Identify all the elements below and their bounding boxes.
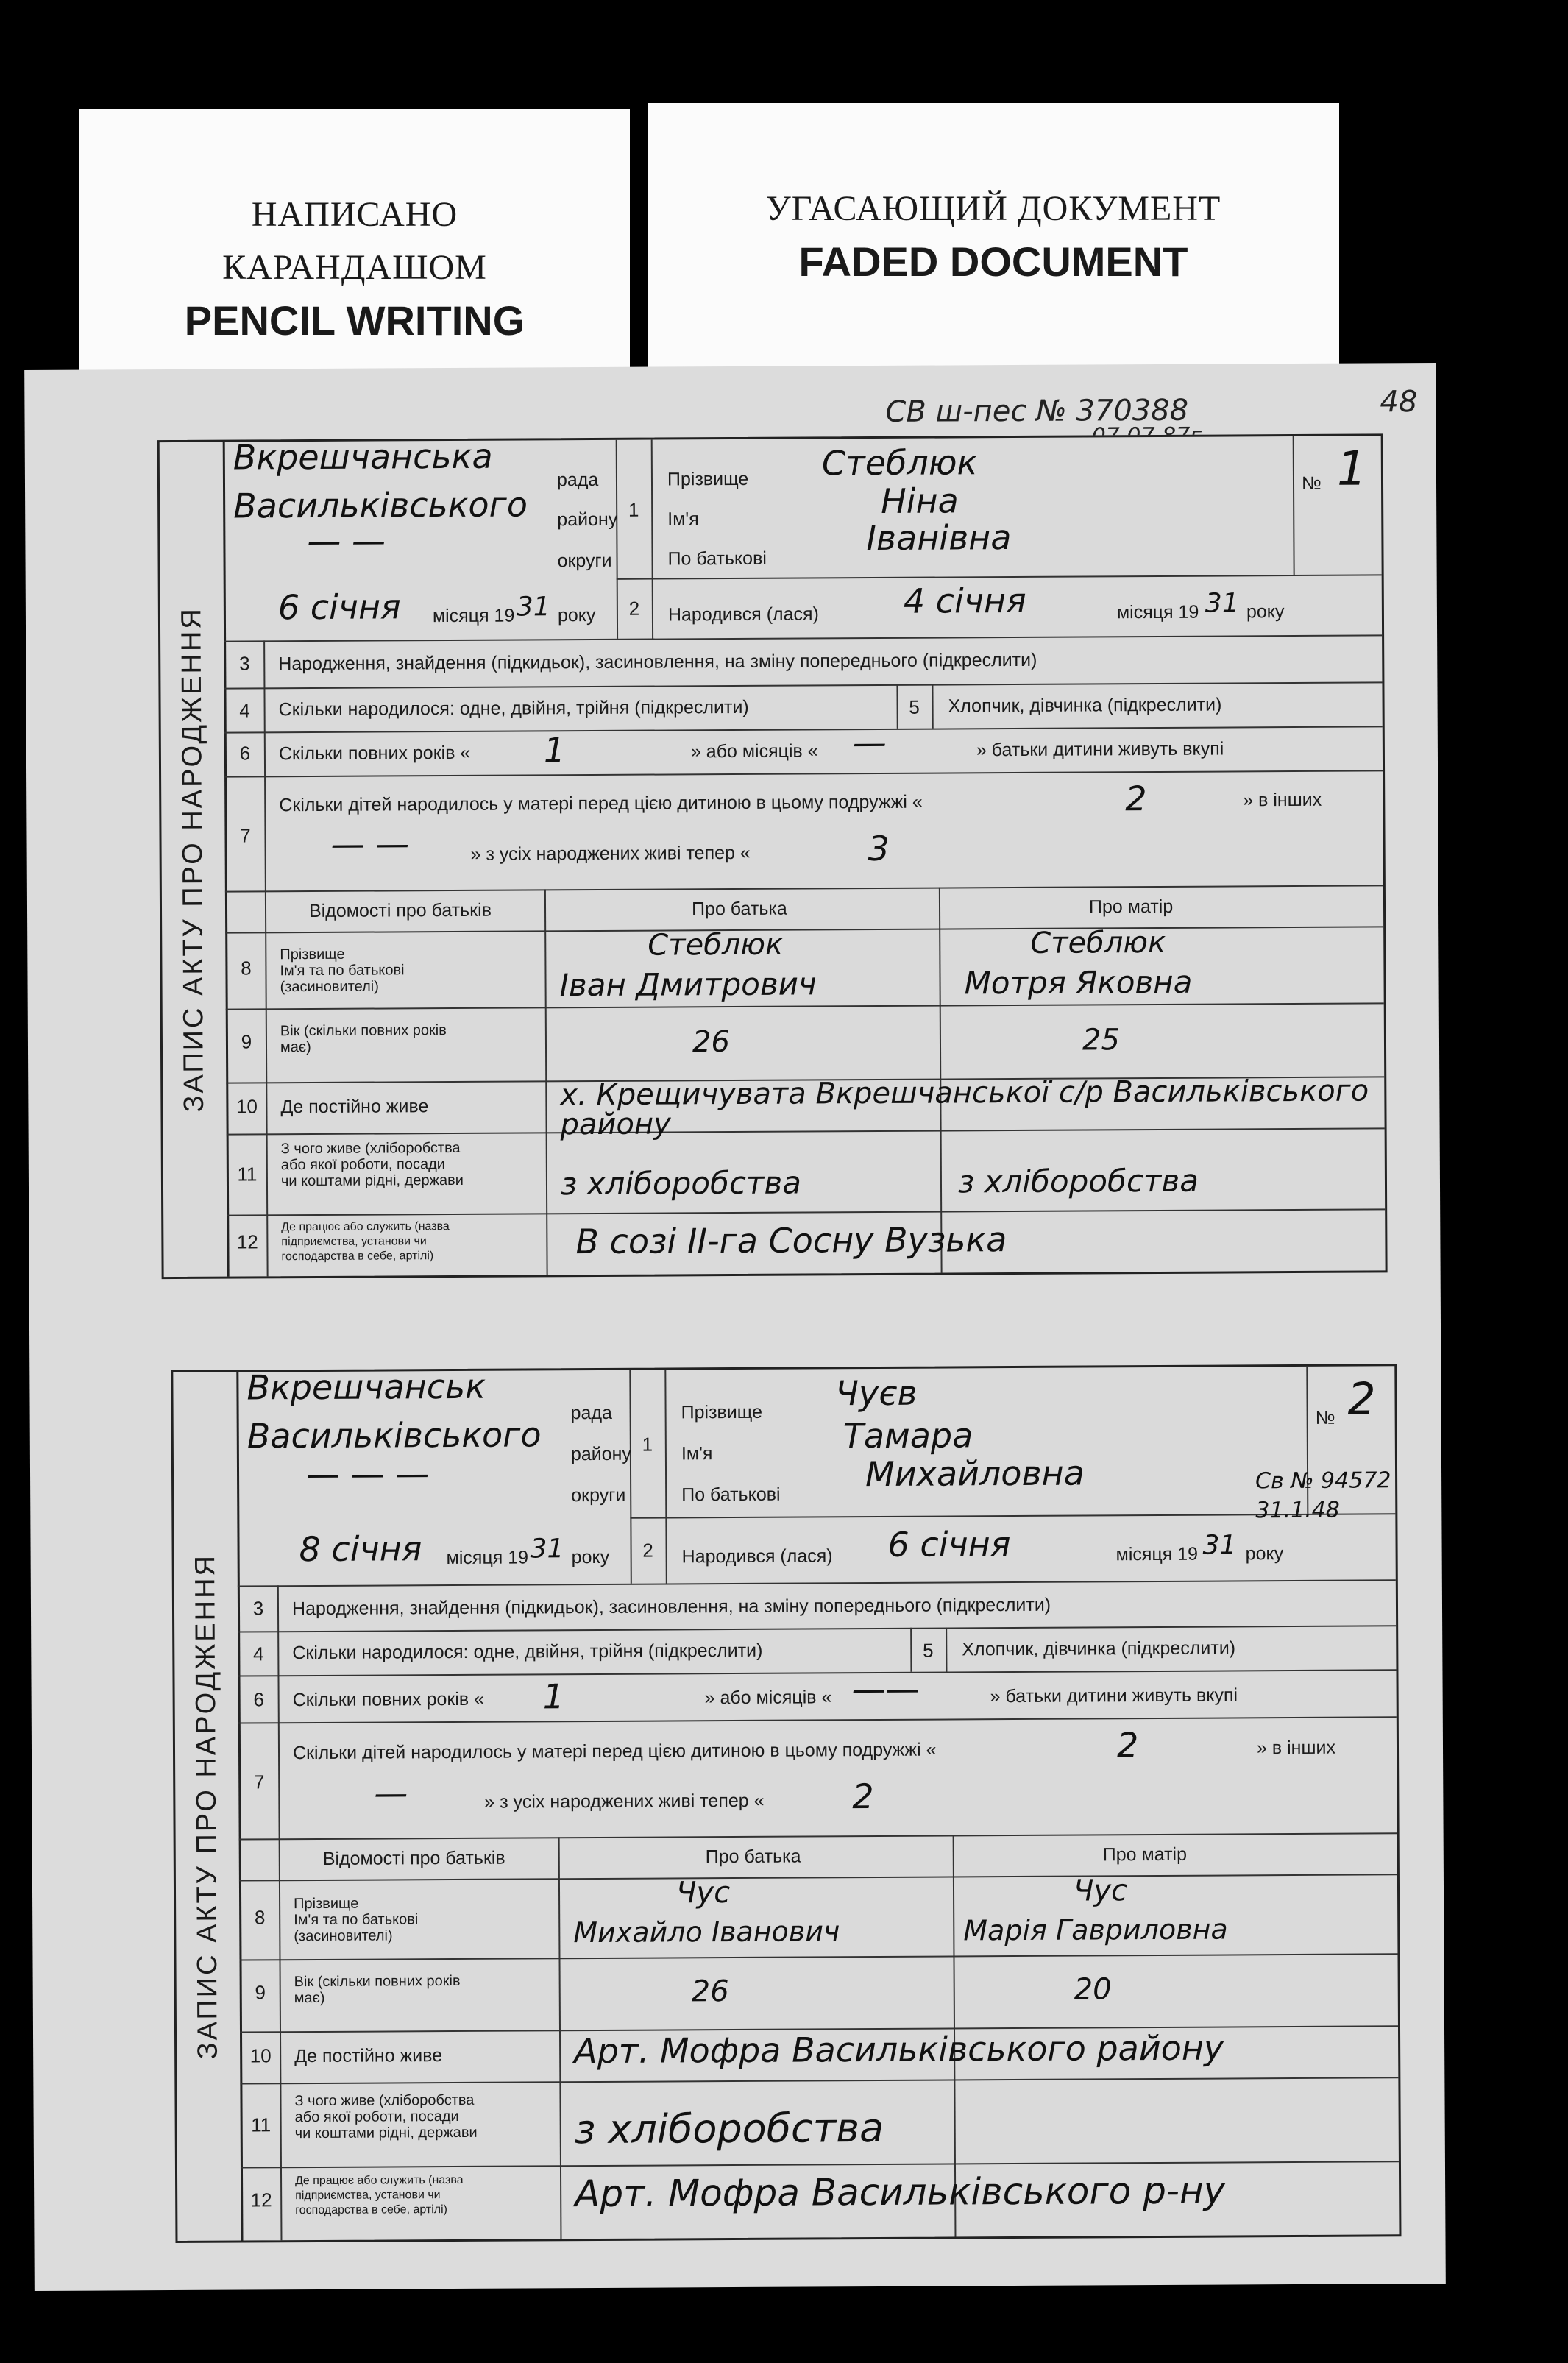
row6-together-label: » батьки дитини живуть вкупі bbox=[990, 1684, 1238, 1707]
residence: Арт. Мофра Васильківського району bbox=[574, 2027, 1224, 2072]
children-before: 2 bbox=[1116, 1725, 1139, 1765]
mother-surname: Чус bbox=[1073, 1874, 1128, 1908]
pencil-label-line3: PENCIL WRITING bbox=[184, 297, 525, 344]
patronymic-label: По батькові bbox=[667, 548, 767, 570]
livelihood-father: з хліборобства bbox=[574, 2104, 884, 2153]
rada-value: Вкрешчанська bbox=[233, 436, 493, 478]
faded-document-label bbox=[648, 103, 1339, 383]
year-label: року bbox=[557, 604, 596, 626]
row9-label: Вік (скільки повних років має) bbox=[280, 1022, 447, 1056]
row6-months-label: » або місяців « bbox=[690, 740, 818, 762]
children-other: — — bbox=[330, 823, 410, 864]
row4-text: Скільки народилося: одне, двійня, трійня (підкреслити) bbox=[292, 1640, 763, 1664]
workplace: В созі II-га Сосну Вузька bbox=[575, 1219, 1007, 1262]
raion-label: району bbox=[570, 1443, 631, 1465]
pencil-label-line1: НАПИСАНО bbox=[251, 195, 458, 234]
child-surname: Чуєв bbox=[835, 1372, 918, 1414]
side-note: Св № 94572 31.1.48 bbox=[1255, 1467, 1391, 1524]
okrug-value: — — — bbox=[305, 1453, 430, 1495]
livelihood-father: з хліборобства bbox=[560, 1164, 802, 1202]
row6-together-label: » батьки дитини живуть вкупі bbox=[976, 738, 1224, 761]
record-number: 1 bbox=[1336, 442, 1367, 497]
name-label: Ім'я bbox=[667, 509, 699, 530]
row7-before-label: Скільки дітей народилось у матері перед цією дитиною в цьому подружжі « bbox=[279, 791, 923, 816]
child-patronymic: Михайловна bbox=[865, 1453, 1085, 1495]
years-together: 1 bbox=[542, 1676, 565, 1717]
record-number: 2 bbox=[1347, 1373, 1376, 1425]
pencil-label-line2: КАРАНДАШОМ bbox=[222, 248, 487, 287]
livelihood-mother: з хліборобства bbox=[957, 1162, 1199, 1200]
born-year-label: року bbox=[1245, 1543, 1284, 1565]
born-month-label: місяця 19 bbox=[1116, 601, 1199, 623]
row6-years-label: Скільки повних років « bbox=[278, 742, 471, 765]
raion-label: району bbox=[557, 509, 618, 531]
number-sign: № bbox=[1315, 1407, 1335, 1428]
rada-value: Вкрешчанськ bbox=[246, 1366, 486, 1408]
row9-label: Вік (скільки повних років має) bbox=[294, 1972, 461, 2007]
born-date: 4 січня bbox=[903, 580, 1026, 621]
register-sheet bbox=[24, 363, 1446, 2291]
born-year-label: року bbox=[1246, 601, 1285, 623]
father-age: 26 bbox=[692, 1025, 731, 1060]
father-surname: Чус bbox=[675, 1876, 731, 1910]
born-date: 6 січня bbox=[887, 1524, 1011, 1565]
row7-other-label: » в інших bbox=[1243, 789, 1322, 811]
born-month-label: місяця 19 bbox=[1115, 1543, 1199, 1565]
child-name: Ніна bbox=[880, 481, 959, 521]
record-side-title: ЗАПИС АКТУ ПРО НАРОДЖЕННЯ bbox=[173, 1372, 243, 2241]
children-alive: 3 bbox=[868, 828, 890, 869]
parents-header: Відомості про батьків bbox=[322, 1847, 505, 1869]
registration-day: 8 січня bbox=[299, 1528, 422, 1570]
mother-name: Мотря Яковна bbox=[964, 963, 1193, 1002]
birth-record-2: ЗАПИС АКТУ ПРО НАРОДЖЕННЯ Вкрешчанськ рада Васильківського району — — — округи 8 січня місяця 19 31 року 1 2 Прізвище Чуєв Ім'я Тамара По батькові Михайловна № 2 Св № 94572 31.1.48 Народився (лася) 6 січня місяця 19 31 року 3 Народження, знайдення (підкидьок), засиновлення, на зміну попереднього (підкреслити) 4 Скільки народилося: одне, двійня, трійня (підкреслити) 5 Хлопчик, дівчинка (підкреслити) 6 Скільки повних років « 1 » або місяців « —— » батьки дитини живуть вкупі 7 Скільки дітей народилось у матері перед цією дитиною в цьому подружжі « 2 » в інших — » з усіх народжених живі тепер « 2 Відомості про батьків Про батька Про матір 8 Прізвище Ім'я та по батькові (засиновителі) Чус Чус Михайло Іванович Марія Гавриловна 9 Вік (скільки повних років має) 26 20 10 Де постійно живе Арт. Мофра Васильківського району 11 З чого живе (хліборобства або якої роботи, посади чи коштами рідні, держави з хліборобства 12 Де працює або служить (назва підприємства, установи чи господарства в себе, артілі) Арт. Мофра Васильківського р-ну bbox=[171, 1364, 1401, 2243]
registration-year: 31 bbox=[516, 592, 550, 623]
row8-label: Прізвище Ім'я та по батькові (засиновителі) bbox=[294, 1895, 419, 1945]
mother-header: Про матір bbox=[1088, 896, 1174, 918]
father-header: Про батька bbox=[705, 1846, 801, 1868]
row10-label: Де постійно живе bbox=[294, 2045, 443, 2067]
child-name: Тамара bbox=[842, 1415, 973, 1456]
pencil-writing-label bbox=[79, 109, 630, 383]
parents-header: Відомості про батьків bbox=[308, 899, 492, 922]
row3-text: Народження, знайдення (підкидьок), засиновлення, на зміну попереднього (підкреслити) bbox=[291, 1594, 1051, 1620]
record-side-title: ЗАПИС АКТУ ПРО НАРОДЖЕННЯ bbox=[160, 442, 230, 1277]
row12-label: Де працює або служить (назва підприємства, установи чи господарства в себе, артілі) bbox=[281, 1220, 450, 1264]
child-surname: Стеблюк bbox=[821, 442, 978, 483]
workplace: Арт. Мофра Васильківського р-ну bbox=[575, 2169, 1226, 2216]
born-label: Народився (лася) bbox=[667, 603, 819, 626]
row7-other-label: » в інших bbox=[1256, 1737, 1336, 1759]
child-patronymic: Іванівна bbox=[866, 517, 1012, 559]
row11-label: З чого живе (хліборобства або якої роботи, посади чи коштами рідні, держави bbox=[280, 1139, 464, 1190]
raion-value: Васильківського bbox=[233, 484, 528, 526]
row12-label: Де працює або служить (назва підприємства, установи чи господарства в себе, артілі) bbox=[295, 2173, 464, 2217]
okrug-value: — — bbox=[307, 520, 386, 561]
registration-day: 6 січня bbox=[277, 587, 401, 628]
mother-name: Марія Гавриловна bbox=[963, 1913, 1228, 1947]
father-header: Про батька bbox=[691, 898, 787, 920]
raion-value: Васильківського bbox=[246, 1414, 542, 1456]
years-together: 1 bbox=[543, 730, 566, 770]
father-surname: Стеблюк bbox=[648, 927, 784, 963]
father-name: Іван Дмитрович bbox=[559, 966, 817, 1004]
father-age: 26 bbox=[691, 1974, 729, 2009]
surname-label: Прізвище bbox=[681, 1401, 763, 1423]
okrug-label: округи bbox=[571, 1484, 626, 1506]
row7-alive-label: » з усіх народжених живі тепер « bbox=[470, 842, 751, 865]
mother-surname: Стеблюк bbox=[1030, 925, 1166, 960]
name-label: Ім'я bbox=[681, 1443, 713, 1464]
children-alive: 2 bbox=[852, 1776, 874, 1817]
month-label: місяця 19 bbox=[432, 605, 515, 627]
born-label: Народився (лася) bbox=[681, 1545, 833, 1567]
surname-label: Прізвище bbox=[667, 468, 749, 490]
row5-text: Хлопчик, дівчинка (підкреслити) bbox=[962, 1637, 1236, 1660]
registration-year: 31 bbox=[530, 1534, 564, 1565]
born-year: 31 bbox=[1205, 588, 1239, 619]
row11-label: З чого живе (хліборобства або якої роботи, посади чи коштами рідні, держави bbox=[294, 2091, 478, 2142]
faded-label-line2: FADED DOCUMENT bbox=[798, 238, 1188, 285]
row7-before-label: Скільки дітей народилось у матері перед цією дитиною в цьому подружжі « bbox=[292, 1739, 937, 1764]
row6-months-label: » або місяців « bbox=[704, 1687, 832, 1709]
top-note: СВ ш-пес № 370388 bbox=[885, 393, 1189, 429]
born-year: 31 bbox=[1202, 1530, 1237, 1561]
rada-label: рада bbox=[556, 469, 599, 491]
row6-years-label: Скільки повних років « bbox=[292, 1688, 485, 1711]
months-together: —— bbox=[851, 1668, 920, 1710]
row8-label: Прізвище Ім'я та по батькові (засиновителі) bbox=[280, 946, 405, 996]
year-label: року bbox=[571, 1546, 610, 1568]
children-other: — bbox=[374, 1773, 408, 1813]
months-together: — bbox=[852, 722, 887, 763]
row4-text: Скільки народилося: одне, двійня, трійня (підкреслити) bbox=[278, 696, 749, 720]
row5-text: Хлопчик, дівчинка (підкреслити) bbox=[948, 694, 1222, 717]
mother-age: 25 bbox=[1082, 1023, 1120, 1057]
mother-header: Про матір bbox=[1102, 1843, 1188, 1866]
mother-age: 20 bbox=[1074, 1972, 1112, 2007]
number-sign: № bbox=[1301, 472, 1322, 494]
faded-label-line1: УГАСАЮЩИЙ ДОКУМЕНТ bbox=[765, 189, 1221, 228]
month-label: місяця 19 bbox=[446, 1547, 529, 1569]
page-number: 48 bbox=[1380, 385, 1418, 419]
residence: х. Крещичувата Вкрешчанської с/р Васильківського району bbox=[560, 1074, 1369, 1142]
patronymic-label: По батькові bbox=[681, 1484, 781, 1506]
row3-text: Народження, знайдення (підкидьок), засиновлення, на зміну попереднього (підкреслити) bbox=[278, 649, 1037, 675]
rada-label: рада bbox=[570, 1402, 612, 1424]
father-name: Михайло Іванович bbox=[573, 1915, 840, 1949]
birth-record-1: ЗАПИС АКТУ ПРО НАРОДЖЕННЯ Вкрешчанська рада Васильківського району — — округи 6 січня місяця 19 31 року 1 2 Прізвище Стеблюк Ім'я Ніна По батькові Іванівна № 1 Народився (лася) 4 січня місяця 19 31 року 3 Народження, знайдення (підкидьок), засиновлення, на зміну попереднього (підкреслити) 4 Скільки народилося: одне, двійня, трійня (підкреслити) 5 Хлопчик, дівчинка (підкреслити) 6 Скільки повних років « 1 » або місяців « — » батьки дитини живуть вкупі 7 Скільки дітей народилось у матері перед цією дитиною в цьому подружжі « 2 » в інших — — » з усіх народжених живі тепер « 3 Відомості про батьків Про батька Про матір 8 Прізвище Ім'я та по батькові (засиновителі) Стеблюк Стеблюк Іван Дмитрович Мотря Яковна 9 Вік (скільки повних років має) 26 25 10 Де постійно живе х. Крещичувата Вкрешчанської с/р Васильківського району 11 З чого живе (хліборобства або якої роботи, посади чи коштами рідні, держави з хліборобства з хліборобства 12 Де працює або служить (назва підприємства, установи чи господарства в себе, артілі) В созі II-га Сосну Вузька bbox=[157, 433, 1388, 1279]
row7-alive-label: » з усіх народжених живі тепер « bbox=[484, 1790, 765, 1813]
row10-label: Де постійно живе bbox=[280, 1096, 429, 1118]
children-before: 2 bbox=[1125, 779, 1147, 819]
okrug-label: округи bbox=[557, 550, 612, 572]
